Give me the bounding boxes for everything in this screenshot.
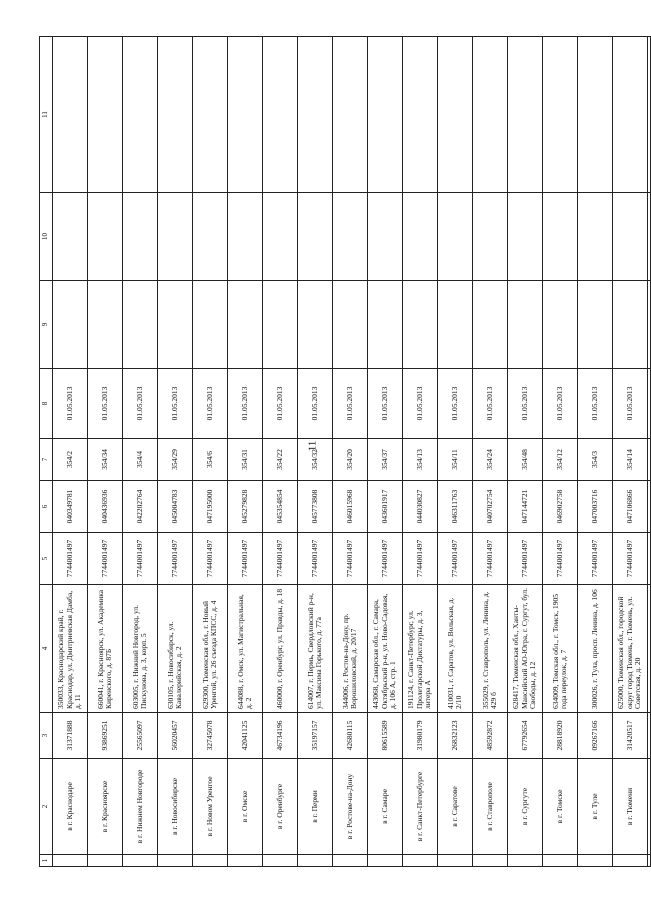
- okpo-cell: 42680115: [333, 713, 368, 759]
- empty-cell: [53, 193, 88, 281]
- table-row: [88, 37, 123, 867]
- empty-cell: [508, 281, 543, 369]
- empty-cell: [123, 193, 158, 281]
- empty-cell: [88, 281, 123, 369]
- bik-cell: 040349781: [53, 481, 88, 533]
- inn-cell: 7744001497: [263, 533, 298, 585]
- empty-cell: [648, 713, 651, 759]
- address-cell: 644088, г. Омск, ул. Магистральная, д. 2: [228, 585, 263, 713]
- table-row: [158, 37, 193, 867]
- column-header: 9: [40, 281, 53, 369]
- empty-cell: [508, 193, 543, 281]
- city-cell: в г. Омске: [228, 759, 263, 855]
- inn-cell: 7744001497: [298, 533, 333, 585]
- date-cell: 01.05.2013: [263, 369, 298, 439]
- empty-cell: [438, 281, 473, 369]
- address-cell: 660041, г. Красноярск, ул. Академика Киренского, д. 87Б: [88, 585, 123, 713]
- date-cell: 01.05.2013: [473, 369, 508, 439]
- number-cell: 354/4: [123, 439, 158, 481]
- rotated-table-container: [39, 37, 643, 867]
- empty-cell: [578, 281, 613, 369]
- address-cell: 603005, г. Нижний Новгород, ул. Пискунова, д. 3, корп. 5: [123, 585, 158, 713]
- empty-cell: [403, 281, 438, 369]
- empty-cell: [543, 193, 578, 281]
- bik-cell: 046902758: [543, 481, 578, 533]
- empty-cell: [578, 855, 613, 867]
- column-header: 8: [40, 369, 53, 439]
- number-cell: 354/3: [578, 439, 613, 481]
- empty-cell: [298, 281, 333, 369]
- bik-cell: 047106866: [613, 481, 648, 533]
- number-cell: 354/32: [298, 439, 333, 481]
- inn-cell: 7744001497: [543, 533, 578, 585]
- empty-cell: [648, 439, 651, 481]
- number-cell: 354/37: [368, 439, 403, 481]
- empty-cell: [228, 281, 263, 369]
- empty-cell: [88, 855, 123, 867]
- number-cell: 354/31: [228, 439, 263, 481]
- empty-cell: [193, 37, 228, 193]
- address-cell: 443068, Самарская обл., г. Самара, Октябрьский р-н, ул. Ново-Садовая, д. 106 А, стр. 1: [368, 585, 403, 713]
- address-cell: 628417, Тюменская обл., Ханты-Мансийский АО-Югра, г. Сургут, бул. Свободы, д. 12: [508, 585, 543, 713]
- empty-cell: [508, 855, 543, 867]
- city-cell: в г. Туле: [578, 759, 613, 855]
- column-header: 2: [40, 759, 53, 855]
- date-cell: 01.05.2013: [578, 369, 613, 439]
- empty-cell: [403, 193, 438, 281]
- table-row: [543, 37, 578, 867]
- empty-cell: [123, 281, 158, 369]
- address-cell: 300026, г. Тула, просп. Ленина, д. 106: [578, 585, 613, 713]
- date-cell: 01.05.2013: [403, 369, 438, 439]
- empty-cell: [298, 37, 333, 193]
- empty-cell: [648, 37, 651, 193]
- city-cell: в г. Оренбурге: [263, 759, 298, 855]
- city-cell: в г. Томске: [543, 759, 578, 855]
- inn-cell: 7744001497: [508, 533, 543, 585]
- bik-cell: 047195000: [193, 481, 228, 533]
- empty-cell: [333, 855, 368, 867]
- inn-cell: 7744001497: [158, 533, 193, 585]
- number-cell: 354/14: [613, 439, 648, 481]
- number-cell: 354/22: [263, 439, 298, 481]
- empty-cell: [88, 193, 123, 281]
- inn-cell: 7744001497: [368, 533, 403, 585]
- empty-cell: [333, 281, 368, 369]
- date-cell: 01.05.2013: [438, 369, 473, 439]
- table-row: [473, 37, 508, 867]
- address-cell: 629300, Тюменская обл., г. Новый Уренгой, ул. 26 съезда КПСС, д. 4: [193, 585, 228, 713]
- okpo-cell: 48592872: [473, 713, 508, 759]
- address-cell: 634009, Томская обл., г. Томск, 1905 года переулок, д. 7: [543, 585, 578, 713]
- empty-cell: [263, 37, 298, 193]
- table-row: [298, 37, 333, 867]
- date-cell: 01.05.2013: [333, 369, 368, 439]
- okpo-cell: 28818920: [543, 713, 578, 759]
- bik-cell: 040702754: [473, 481, 508, 533]
- branch-table: [39, 36, 651, 867]
- empty-cell: [578, 37, 613, 193]
- okpo-cell: 42041125: [228, 713, 263, 759]
- number-cell: 354/48: [508, 439, 543, 481]
- empty-cell: [613, 193, 648, 281]
- empty-cell: [368, 281, 403, 369]
- empty-cell: [228, 37, 263, 193]
- empty-cell: [333, 37, 368, 193]
- empty-cell: [53, 37, 88, 193]
- empty-cell: [228, 855, 263, 867]
- table-row: [368, 37, 403, 867]
- bik-cell: 042202764: [123, 481, 158, 533]
- empty-cell: [438, 37, 473, 193]
- number-cell: 354/34: [88, 439, 123, 481]
- empty-cell: [473, 37, 508, 193]
- empty-cell: [648, 281, 651, 369]
- column-header: 11: [40, 37, 53, 193]
- date-cell: 01.05.2013: [88, 369, 123, 439]
- bik-cell: 043601917: [368, 481, 403, 533]
- inn-cell: 7744001497: [438, 533, 473, 585]
- spacer-row: [648, 37, 651, 867]
- date-cell: 01.05.2013: [613, 369, 648, 439]
- empty-cell: [648, 193, 651, 281]
- number-cell: 354/29: [158, 439, 193, 481]
- empty-cell: [648, 855, 651, 867]
- city-cell: в г. Краснодаре: [53, 759, 88, 855]
- okpo-cell: 31371888: [53, 713, 88, 759]
- empty-cell: [263, 193, 298, 281]
- column-header: 4: [40, 585, 53, 713]
- number-cell: 354/24: [473, 439, 508, 481]
- empty-cell: [333, 193, 368, 281]
- date-cell: 01.05.2013: [543, 369, 578, 439]
- empty-cell: [193, 281, 228, 369]
- bik-cell: 046311763: [438, 481, 473, 533]
- empty-cell: [648, 759, 651, 855]
- address-cell: 355029, г. Ставрополь, ул. Ленина, д. 429 б: [473, 585, 508, 713]
- empty-cell: [403, 37, 438, 193]
- okpo-cell: 46734196: [263, 713, 298, 759]
- empty-cell: [648, 533, 651, 585]
- column-header: 5: [40, 533, 53, 585]
- okpo-cell: 93869251: [88, 713, 123, 759]
- inn-cell: 7744001497: [613, 533, 648, 585]
- date-cell: 01.05.2013: [368, 369, 403, 439]
- empty-cell: [158, 193, 193, 281]
- table-row: [438, 37, 473, 867]
- header-row: [40, 37, 53, 867]
- empty-cell: [648, 481, 651, 533]
- date-cell: 01.05.2013: [298, 369, 333, 439]
- bik-cell: 044030827: [403, 481, 438, 533]
- address-cell: 614007, г. Пермь, Свердловский р-н, ул. Максима Горького, д. 77а: [298, 585, 333, 713]
- table-row: [123, 37, 158, 867]
- city-cell: в г. Красноярске: [88, 759, 123, 855]
- table-row: [403, 37, 438, 867]
- city-cell: в г. Ростове-на-Дону: [333, 759, 368, 855]
- address-cell: 410031, г. Саратов, ул. Вольская, д. 2/10: [438, 585, 473, 713]
- inn-cell: 7744001497: [88, 533, 123, 585]
- empty-cell: [473, 855, 508, 867]
- inn-cell: 7744001497: [578, 533, 613, 585]
- number-cell: 354/12: [543, 439, 578, 481]
- okpo-cell: 56020457: [158, 713, 193, 759]
- empty-cell: [368, 193, 403, 281]
- empty-cell: [473, 281, 508, 369]
- bik-cell: 045354854: [263, 481, 298, 533]
- city-cell: в г. Самаре: [368, 759, 403, 855]
- empty-cell: [648, 369, 651, 439]
- bik-cell: 040436936: [88, 481, 123, 533]
- bik-cell: 047144721: [508, 481, 543, 533]
- inn-cell: 7744001497: [333, 533, 368, 585]
- table-row: [613, 37, 648, 867]
- column-header: 1: [40, 855, 53, 867]
- empty-cell: [53, 281, 88, 369]
- okpo-cell: 26832123: [438, 713, 473, 759]
- city-cell: в г. Сургуте: [508, 759, 543, 855]
- inn-cell: 7744001497: [123, 533, 158, 585]
- inn-cell: 7744001497: [473, 533, 508, 585]
- column-header: 10: [40, 193, 53, 281]
- empty-cell: [613, 855, 648, 867]
- bik-cell: 045279828: [228, 481, 263, 533]
- date-cell: 01.05.2013: [508, 369, 543, 439]
- city-cell: в г. Тюмени: [613, 759, 648, 855]
- empty-cell: [263, 855, 298, 867]
- empty-cell: [368, 855, 403, 867]
- number-cell: 354/20: [333, 439, 368, 481]
- empty-cell: [228, 193, 263, 281]
- empty-cell: [578, 193, 613, 281]
- city-cell: в г. Санкт-Петербурге: [403, 759, 438, 855]
- empty-cell: [193, 193, 228, 281]
- table-row: [578, 37, 613, 867]
- address-cell: 630105, г. Новосибирск, ул. Кавалерийская, д. 2: [158, 585, 193, 713]
- table-row: [263, 37, 298, 867]
- table-row: [508, 37, 543, 867]
- address-cell: 460000, г. Оренбург, ул. Правды, д. 18: [263, 585, 298, 713]
- table-row: [193, 37, 228, 867]
- bik-cell: 045004783: [158, 481, 193, 533]
- empty-cell: [613, 37, 648, 193]
- bik-cell: 045773808: [298, 481, 333, 533]
- city-cell: в г. Саратове: [438, 759, 473, 855]
- column-header: 3: [40, 713, 53, 759]
- okpo-cell: 35197157: [298, 713, 333, 759]
- empty-cell: [123, 37, 158, 193]
- date-cell: 01.05.2013: [158, 369, 193, 439]
- okpo-cell: 80615589: [368, 713, 403, 759]
- address-cell: 350033, Краснодарский край, г. Краснодар, ул. Дмитриевская Дамба, д. 11: [53, 585, 88, 713]
- number-cell: 354/11: [438, 439, 473, 481]
- table-row: [228, 37, 263, 867]
- empty-cell: [473, 193, 508, 281]
- address-cell: 191124, г. Санкт-Петербург, ул. Пролетарской Диктатуры, д. 3, литера А: [403, 585, 438, 713]
- inn-cell: 7744001497: [228, 533, 263, 585]
- date-cell: 01.05.2013: [123, 369, 158, 439]
- date-cell: 01.05.2013: [53, 369, 88, 439]
- empty-cell: [158, 855, 193, 867]
- city-cell: в г. Перми: [298, 759, 333, 855]
- column-header: 7: [40, 439, 53, 481]
- address-cell: 344006, г. Ростов-на-Дону, пр. Ворошиловский, д. 20/17: [333, 585, 368, 713]
- city-cell: в г. Новом Уренгое: [193, 759, 228, 855]
- number-cell: 354/2: [53, 439, 88, 481]
- okpo-cell: 25565097: [123, 713, 158, 759]
- empty-cell: [123, 855, 158, 867]
- empty-cell: [88, 37, 123, 193]
- city-cell: в г. Новосибирске: [158, 759, 193, 855]
- address-cell: 625000, Тюменская обл., городской округ город Тюмень, г. Тюмень, ул. Советская, д. 20: [613, 585, 648, 713]
- empty-cell: [543, 281, 578, 369]
- empty-cell: [53, 855, 88, 867]
- okpo-cell: 31420517: [613, 713, 648, 759]
- empty-cell: [158, 37, 193, 193]
- empty-cell: [298, 193, 333, 281]
- empty-cell: [368, 37, 403, 193]
- empty-cell: [508, 37, 543, 193]
- table-row: [53, 37, 88, 867]
- column-header: 6: [40, 481, 53, 533]
- empty-cell: [438, 855, 473, 867]
- table-row: [333, 37, 368, 867]
- date-cell: 01.05.2013: [193, 369, 228, 439]
- okpo-cell: 31980179: [403, 713, 438, 759]
- empty-cell: [648, 585, 651, 713]
- city-cell: в г. Нижнем Новгороде: [123, 759, 158, 855]
- empty-cell: [543, 37, 578, 193]
- number-cell: 354/6: [193, 439, 228, 481]
- okpo-cell: 67792654: [508, 713, 543, 759]
- empty-cell: [438, 193, 473, 281]
- number-cell: 354/13: [403, 439, 438, 481]
- bik-cell: 047003716: [578, 481, 613, 533]
- empty-cell: [263, 281, 298, 369]
- page-number: 11: [306, 440, 319, 452]
- empty-cell: [193, 855, 228, 867]
- city-cell: в г. Ставрополе: [473, 759, 508, 855]
- bik-cell: 046015968: [333, 481, 368, 533]
- empty-cell: [298, 855, 333, 867]
- empty-cell: [543, 855, 578, 867]
- inn-cell: 7744001497: [403, 533, 438, 585]
- inn-cell: 7744001497: [53, 533, 88, 585]
- empty-cell: [158, 281, 193, 369]
- empty-cell: [403, 855, 438, 867]
- okpo-cell: 32745078: [193, 713, 228, 759]
- inn-cell: 7744001497: [193, 533, 228, 585]
- okpo-cell: 09267166: [578, 713, 613, 759]
- empty-cell: [613, 281, 648, 369]
- date-cell: 01.05.2013: [228, 369, 263, 439]
